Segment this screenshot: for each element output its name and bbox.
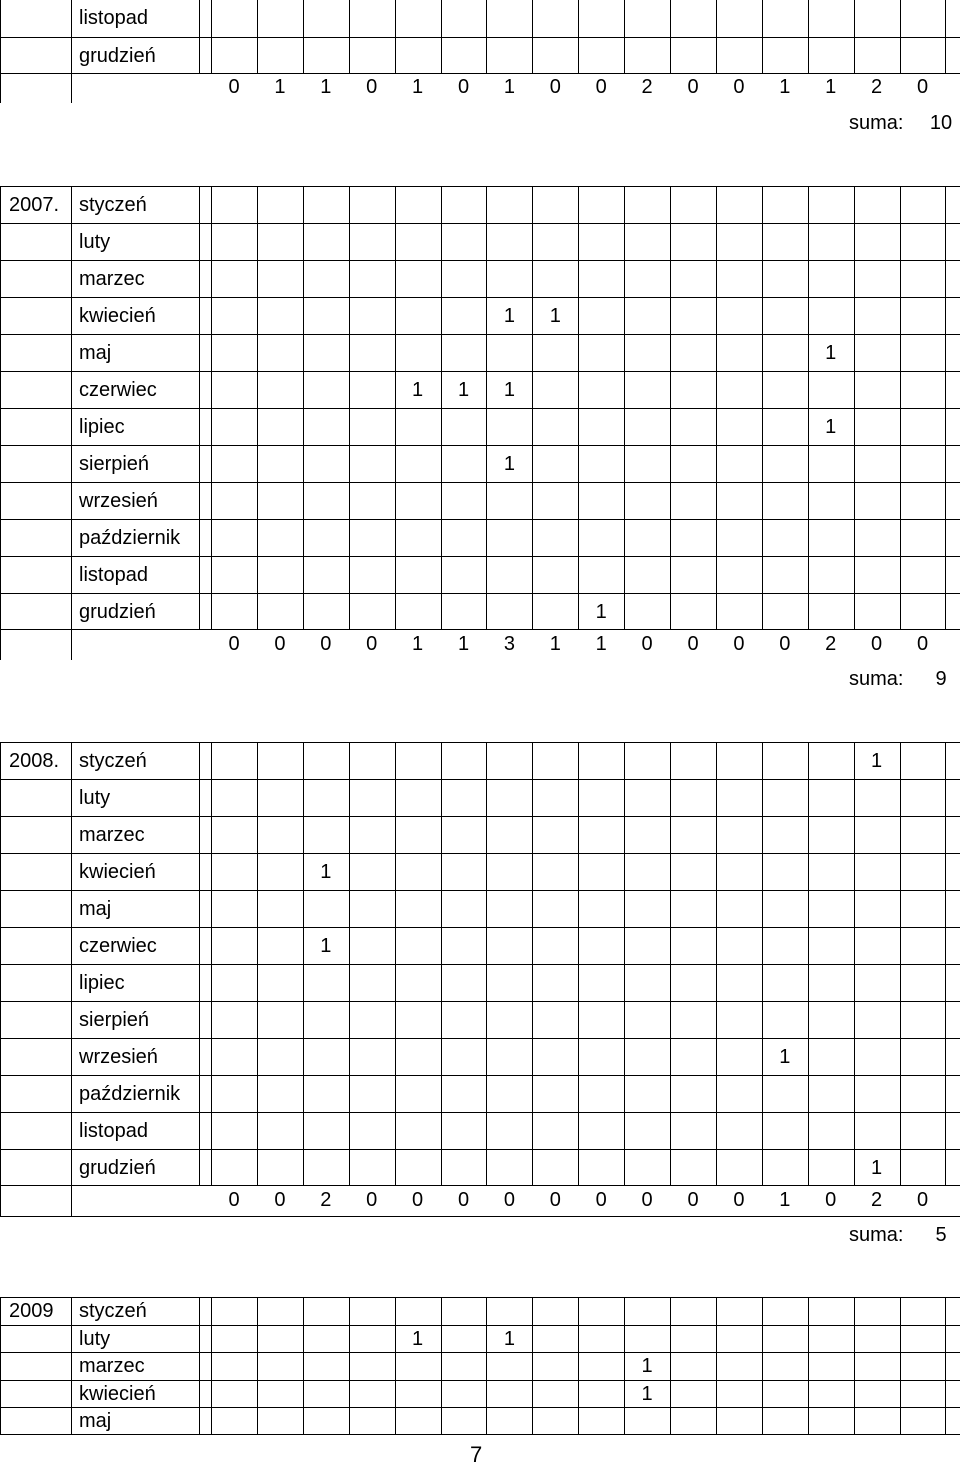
total-value: 0 bbox=[733, 76, 745, 98]
total-value: 0 bbox=[825, 1189, 837, 1211]
suma-label: suma: bbox=[849, 112, 904, 134]
total-value: 1 bbox=[779, 1189, 791, 1211]
total-value: 0 bbox=[228, 1189, 240, 1211]
suma-row bbox=[0, 668, 960, 696]
totals-row bbox=[0, 630, 960, 660]
month-label: kwiecień bbox=[79, 1382, 156, 1405]
month-label: maj bbox=[79, 1410, 112, 1432]
table-row bbox=[0, 223, 960, 260]
suma-value: 9 bbox=[935, 668, 947, 690]
total-value: 0 bbox=[274, 633, 286, 655]
month-label: lipiec bbox=[79, 972, 125, 994]
table-row bbox=[0, 1352, 960, 1380]
table-row bbox=[0, 1297, 960, 1325]
grid-line bbox=[0, 1186, 1, 1216]
total-value: 2 bbox=[320, 1189, 332, 1211]
total-value: 0 bbox=[549, 76, 561, 98]
total-value: 2 bbox=[871, 76, 883, 98]
month-label: luty bbox=[79, 787, 111, 809]
total-value: 0 bbox=[366, 633, 378, 655]
cell-value: 1 bbox=[503, 379, 515, 401]
month-label: październik bbox=[79, 527, 181, 549]
month-label: grudzień bbox=[79, 45, 156, 67]
total-value: 0 bbox=[412, 1189, 424, 1211]
table-row bbox=[0, 186, 960, 223]
cell-value: 1 bbox=[641, 1382, 653, 1405]
cell-value: 1 bbox=[320, 935, 332, 957]
month-label: styczeń bbox=[79, 194, 147, 216]
total-value: 0 bbox=[228, 633, 240, 655]
month-label: listopad bbox=[79, 1120, 148, 1142]
total-value: 0 bbox=[687, 76, 699, 98]
table-row bbox=[0, 1149, 960, 1186]
suma-value: 10 bbox=[929, 112, 953, 134]
year-label: 2009 bbox=[9, 1300, 54, 1322]
total-value: 0 bbox=[733, 1189, 745, 1211]
total-value: 0 bbox=[916, 633, 929, 655]
month-label: sierpień bbox=[79, 1009, 150, 1031]
grid-line bbox=[71, 73, 72, 103]
total-value: 0 bbox=[320, 633, 332, 655]
month-label: listopad bbox=[79, 7, 148, 29]
table-row bbox=[0, 779, 960, 816]
table-row bbox=[0, 816, 960, 853]
total-value: 1 bbox=[503, 76, 515, 98]
total-value: 0 bbox=[503, 1189, 515, 1211]
table-row bbox=[0, 742, 960, 779]
grid-line bbox=[0, 73, 1, 103]
suma-label: suma: bbox=[849, 1224, 904, 1246]
cell-value: 1 bbox=[457, 379, 470, 401]
month-label: grudzień bbox=[79, 1157, 156, 1179]
total-value: 0 bbox=[641, 1189, 653, 1211]
table-row bbox=[0, 297, 960, 334]
total-value: 0 bbox=[779, 633, 791, 655]
month-label: październik bbox=[79, 1083, 181, 1105]
cell-value: 1 bbox=[871, 750, 883, 772]
month-label: luty bbox=[79, 1327, 111, 1350]
cell-value: 1 bbox=[412, 1327, 424, 1350]
table-row bbox=[0, 260, 960, 297]
table-row bbox=[0, 445, 960, 482]
cell-value: 1 bbox=[595, 601, 607, 623]
cell-value: 1 bbox=[641, 1355, 653, 1377]
table-row bbox=[0, 890, 960, 927]
table-row bbox=[0, 964, 960, 1001]
table-row bbox=[0, 1380, 960, 1408]
total-value: 1 bbox=[412, 633, 424, 655]
table-row bbox=[0, 1038, 960, 1075]
table-row bbox=[0, 593, 960, 630]
total-value: 0 bbox=[457, 76, 470, 98]
suma-row bbox=[0, 112, 960, 140]
total-value: 0 bbox=[916, 76, 929, 98]
year-label: 2007. bbox=[9, 194, 60, 216]
grid-line bbox=[0, 630, 1, 660]
year-label: 2008. bbox=[9, 750, 60, 772]
total-value: 0 bbox=[366, 1189, 378, 1211]
suma-row bbox=[0, 1224, 960, 1252]
total-value: 0 bbox=[274, 1189, 286, 1211]
cell-value: 1 bbox=[825, 342, 837, 364]
cell-value: 1 bbox=[412, 379, 424, 401]
month-label: kwiecień bbox=[79, 305, 156, 327]
total-value: 0 bbox=[457, 1189, 470, 1211]
table-row bbox=[0, 519, 960, 556]
total-value: 1 bbox=[274, 76, 286, 98]
month-label: wrzesień bbox=[79, 1046, 158, 1068]
total-value: 0 bbox=[366, 76, 378, 98]
total-value: 0 bbox=[687, 633, 699, 655]
table-row bbox=[0, 334, 960, 371]
month-label: czerwiec bbox=[79, 379, 157, 401]
cell-value: 1 bbox=[825, 416, 837, 438]
total-value: 0 bbox=[687, 1189, 699, 1211]
total-value: 0 bbox=[549, 1189, 561, 1211]
total-value: 1 bbox=[595, 633, 607, 655]
grid-line bbox=[71, 630, 72, 660]
month-label: grudzień bbox=[79, 601, 156, 623]
totals-row bbox=[0, 1186, 960, 1217]
total-value: 3 bbox=[503, 633, 515, 655]
table-row bbox=[0, 371, 960, 408]
total-value: 2 bbox=[871, 1189, 883, 1211]
month-label: marzec bbox=[79, 268, 145, 290]
grid-line bbox=[71, 1186, 72, 1216]
cell-value: 1 bbox=[779, 1046, 791, 1068]
total-value: 1 bbox=[779, 76, 791, 98]
month-label: luty bbox=[79, 231, 111, 253]
month-label: listopad bbox=[79, 564, 148, 586]
cell-value: 1 bbox=[320, 861, 332, 883]
total-value: 0 bbox=[733, 633, 745, 655]
month-label: sierpień bbox=[79, 453, 150, 475]
month-label: kwiecień bbox=[79, 861, 156, 883]
suma-value: 5 bbox=[935, 1224, 947, 1246]
table-row bbox=[0, 556, 960, 593]
total-value: 0 bbox=[641, 633, 653, 655]
month-label: marzec bbox=[79, 1355, 145, 1377]
total-value: 1 bbox=[825, 76, 837, 98]
month-label: wrzesień bbox=[79, 490, 158, 512]
month-label: czerwiec bbox=[79, 935, 157, 957]
month-label: lipiec bbox=[79, 416, 125, 438]
month-label: maj bbox=[79, 342, 112, 364]
table-row bbox=[0, 1325, 960, 1353]
page-number: 7 bbox=[470, 1442, 483, 1467]
total-value: 1 bbox=[549, 633, 561, 655]
suma-label: suma: bbox=[849, 668, 904, 690]
cell-value: 1 bbox=[549, 305, 561, 327]
total-value: 1 bbox=[457, 633, 470, 655]
total-value: 0 bbox=[228, 76, 240, 98]
table-row bbox=[0, 482, 960, 519]
total-value: 2 bbox=[825, 633, 837, 655]
month-label: styczeń bbox=[79, 1300, 147, 1322]
table-row bbox=[0, 1407, 960, 1435]
total-value: 0 bbox=[595, 76, 607, 98]
table-row bbox=[0, 1001, 960, 1038]
total-value: 0 bbox=[916, 1189, 929, 1211]
table-row bbox=[0, 1112, 960, 1149]
total-value: 0 bbox=[871, 633, 883, 655]
table-row bbox=[0, 408, 960, 445]
cell-value: 1 bbox=[503, 453, 515, 475]
total-value: 2 bbox=[641, 76, 653, 98]
table-row bbox=[0, 927, 960, 964]
month-label: marzec bbox=[79, 824, 145, 846]
total-value: 1 bbox=[412, 76, 424, 98]
cell-value: 1 bbox=[503, 305, 515, 327]
table-row bbox=[0, 37, 960, 74]
table-row bbox=[0, 0, 960, 37]
totals-row bbox=[0, 73, 960, 103]
month-label: maj bbox=[79, 898, 112, 920]
cell-value: 1 bbox=[503, 1327, 515, 1350]
month-label: styczeń bbox=[79, 750, 147, 772]
total-value: 0 bbox=[595, 1189, 607, 1211]
table-row bbox=[0, 1075, 960, 1112]
cell-value: 1 bbox=[871, 1157, 883, 1179]
table-row bbox=[0, 853, 960, 890]
total-value: 1 bbox=[320, 76, 332, 98]
